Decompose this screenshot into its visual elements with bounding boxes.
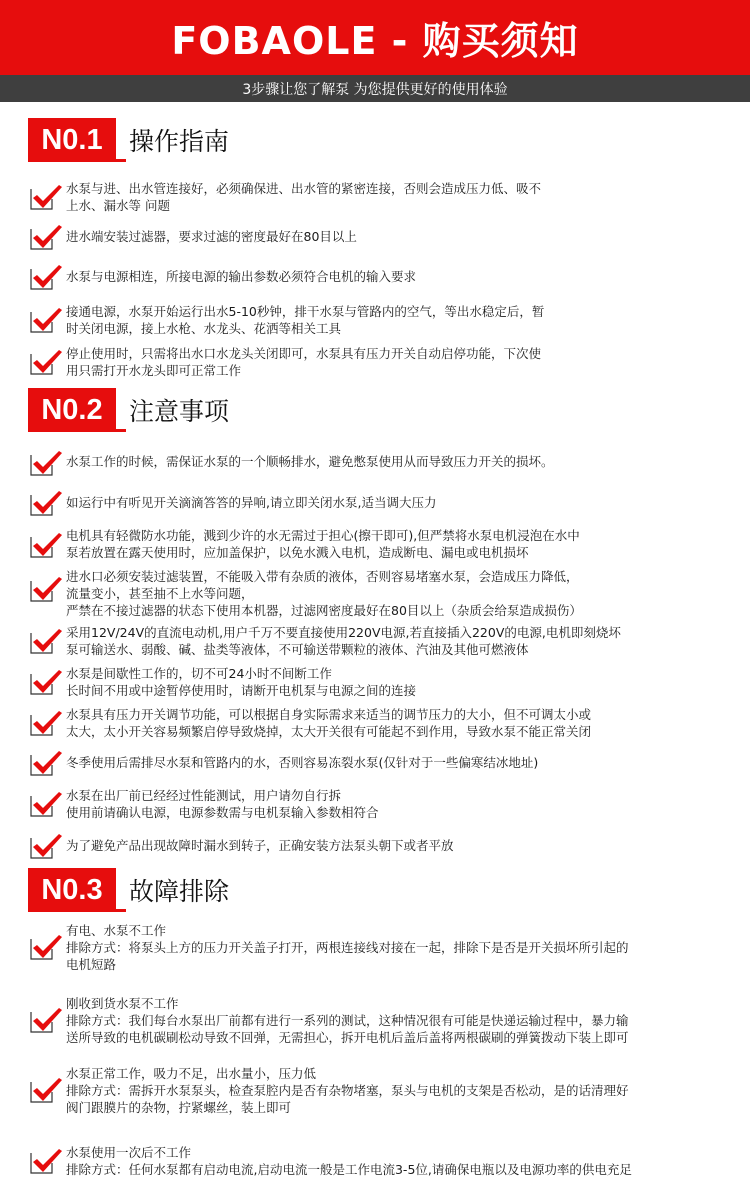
page-header (0, 0, 750, 75)
subtitle-bar (0, 75, 750, 102)
checkmark-icon (28, 488, 64, 518)
section-title: 注意事项 (129, 397, 230, 426)
section-number-badge: N0.2 (28, 388, 116, 432)
section-title: 故障排除 (129, 877, 230, 906)
checkmark-icon (28, 1075, 64, 1105)
checkmark-icon (28, 347, 64, 377)
checkmark-icon (28, 222, 64, 252)
checkmark-icon (28, 305, 64, 335)
checkmark-icon (28, 708, 64, 738)
checkmark-icon (28, 574, 64, 604)
checkmark-icon (28, 262, 64, 292)
checkmark-icon (28, 789, 64, 819)
checkmark-icon (28, 530, 64, 560)
checkmark-icon (28, 932, 64, 962)
checkmark-icon (28, 831, 64, 861)
page-subtitle: 3步骤让您了解泵 为您提供更好的使用体验 (242, 81, 508, 98)
section-number-badge: N0.3 (28, 868, 116, 912)
page-title: FOBAOLE - 购买须知 (171, 19, 579, 63)
checkmark-icon (28, 1146, 64, 1176)
checkmark-icon (28, 182, 64, 212)
section-number-badge: N0.1 (28, 118, 116, 162)
checkmark-icon (28, 448, 64, 478)
section-title: 操作指南 (129, 127, 230, 156)
checkmark-icon (28, 667, 64, 697)
checkmark-icon (28, 748, 64, 778)
checkmark-icon (28, 1005, 64, 1035)
checkmark-icon (28, 626, 64, 656)
